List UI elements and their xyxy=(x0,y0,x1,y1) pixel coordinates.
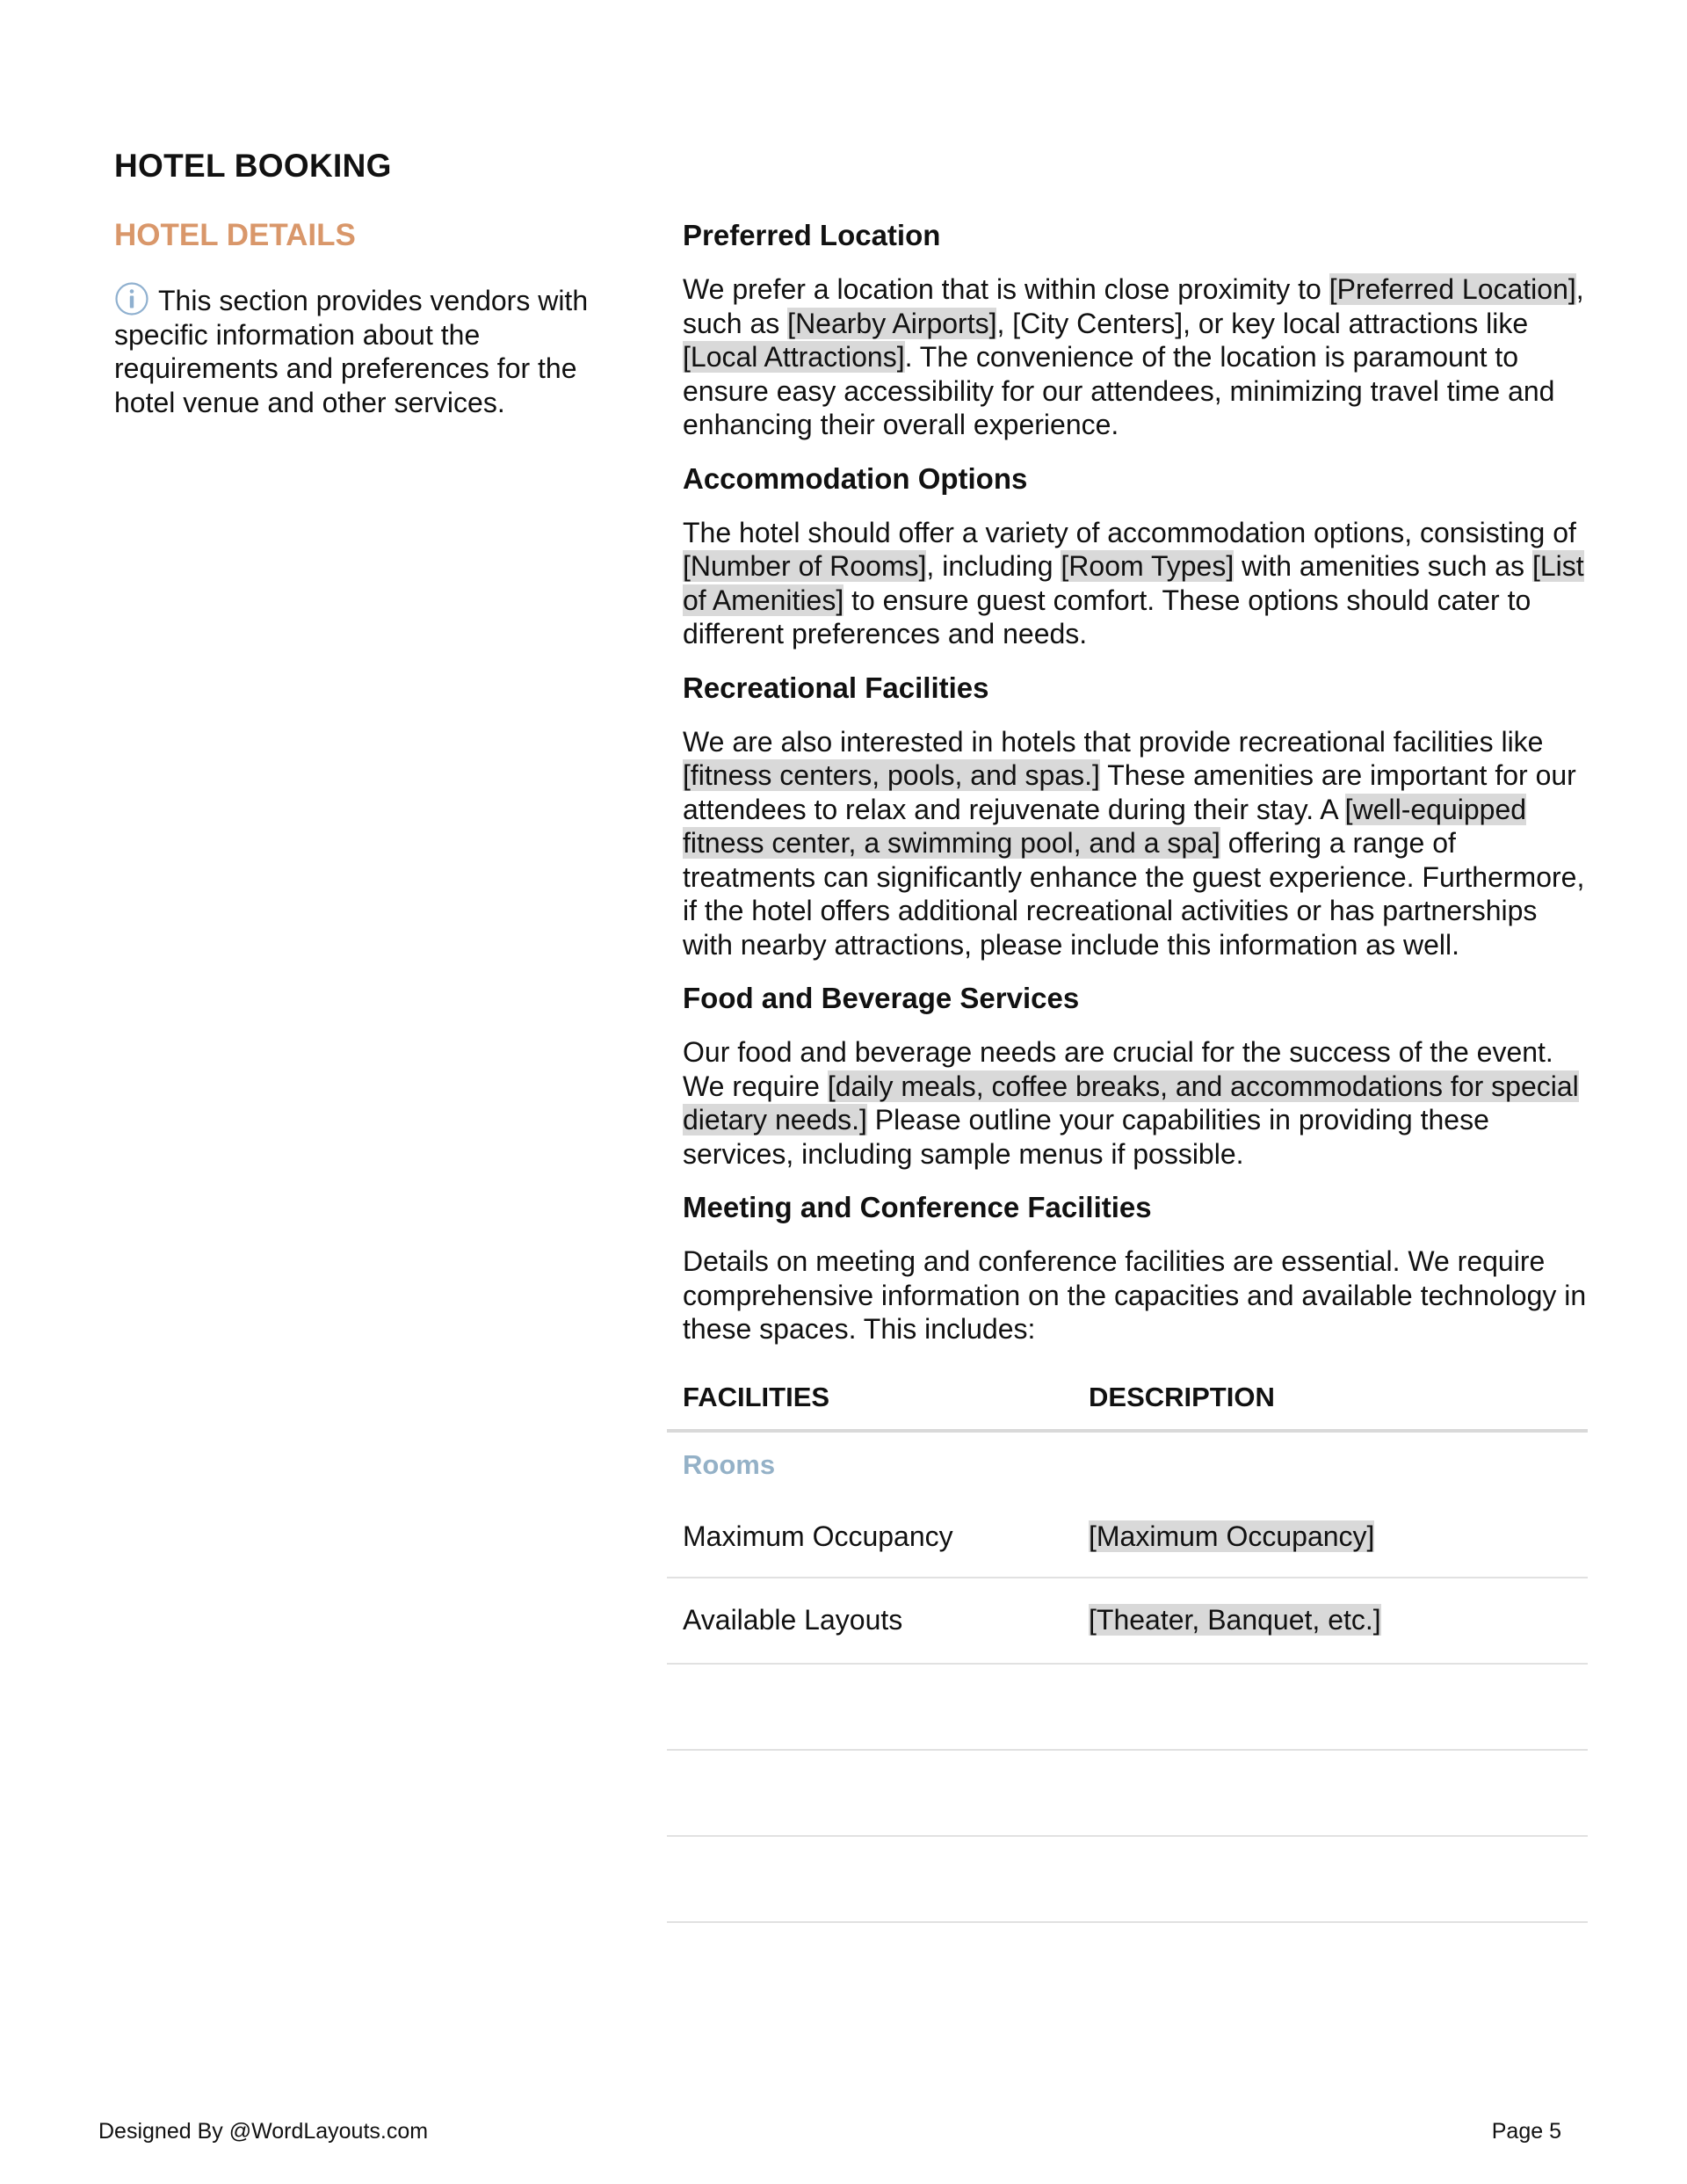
placeholder-field[interactable]: [Theater, Banquet, etc.] xyxy=(1089,1604,1381,1636)
text-segment: , including xyxy=(926,550,1061,582)
placeholder-field[interactable]: [Preferred Location] xyxy=(1329,273,1576,305)
facility-cell[interactable]: Maximum Occupancy xyxy=(683,1520,953,1552)
table-header xyxy=(667,1366,1588,1433)
facilities-table xyxy=(667,1366,1588,1923)
table-row xyxy=(667,1578,1588,1665)
placeholder-field[interactable]: [daily meals, coffee breaks, and accommodations for special dietary needs.] xyxy=(683,1070,1579,1136)
food-heading: Food and Beverage Services xyxy=(683,982,1080,1014)
placeholder-field[interactable]: [Nearby Airports] xyxy=(787,307,997,339)
food-text xyxy=(683,1035,1588,1171)
table-row xyxy=(667,1751,1588,1837)
text-segment: offering a range of treatments can significantly enhance the guest experience. Furthermore, if the hotel offers additional recreational activities or has partnerships with nearby attractions, please include this information as well. xyxy=(683,827,1585,961)
recreational-heading: Recreational Facilities xyxy=(683,671,989,704)
text-segment: These amenities are important for our attendees to relax and rejuvenate during their stay. A xyxy=(683,759,1576,825)
description-cell[interactable] xyxy=(1089,1520,1588,1553)
section-title: HOTEL DETAILS xyxy=(114,218,356,252)
accommodation-text xyxy=(683,516,1588,651)
text-segment: Our food and beverage needs are crucial for the success of the event. We require xyxy=(683,1036,1553,1102)
text-segment: with amenities such as xyxy=(1234,550,1532,582)
info-icon xyxy=(114,281,149,316)
page-title: HOTEL BOOKING xyxy=(114,148,392,184)
placeholder-field[interactable]: [Local Attractions] xyxy=(683,341,905,373)
table-group-row xyxy=(667,1433,1588,1498)
text-segment: The hotel should offer a variety of accommodation options, consisting of xyxy=(683,516,1576,548)
table-row xyxy=(667,1837,1588,1923)
sidebar xyxy=(114,218,624,419)
info-text: This section provides vendors with specific information about the requirements and preferences for the hotel venue and other services. xyxy=(114,285,589,418)
page-number: Page 5 xyxy=(1491,2119,1561,2144)
placeholder-field[interactable]: [List of Amenities] xyxy=(683,550,1584,616)
placeholder-field[interactable]: [fitness centers, pools, and spas.] xyxy=(683,759,1100,791)
text-segment: We are also interested in hotels that provide recreational facilities like xyxy=(683,725,1544,758)
recreational-text xyxy=(683,725,1588,962)
meeting-heading: Meeting and Conference Facilities xyxy=(683,1191,1152,1223)
text-segment: , [City Centers], or key local attractions like xyxy=(996,307,1529,339)
description-cell[interactable] xyxy=(1089,1604,1588,1636)
facility-cell[interactable]: Available Layouts xyxy=(683,1604,903,1636)
text-segment: , such as xyxy=(683,273,1584,339)
meeting-text: Details on meeting and conference facilities are essential. We require comprehensive information on the capacities and available technology in these spaces. This includes: xyxy=(683,1245,1587,1345)
placeholder-field[interactable]: [Number of Rooms] xyxy=(683,550,927,582)
text-segment: to ensure guest comfort. These options should cater to different preferences and needs. xyxy=(683,584,1531,649)
preferred-location-heading: Preferred Location xyxy=(683,219,941,251)
accommodation-heading: Accommodation Options xyxy=(683,461,1028,495)
placeholder-field[interactable]: [Room Types] xyxy=(1061,550,1234,582)
info-note xyxy=(114,281,624,419)
placeholder-field[interactable]: [well-equipped fitness center, a swimming pool, and a spa] xyxy=(683,793,1527,859)
table-row xyxy=(667,1498,1588,1578)
text-segment: . The convenience of the location is paramount to ensure easy accessibility for our attendees, minimizing travel time and enhancing their overall experience. xyxy=(683,341,1555,440)
table-row xyxy=(667,1665,1588,1751)
placeholder-field[interactable]: [Maximum Occupancy] xyxy=(1089,1520,1375,1552)
column-header-description: DESCRIPTION xyxy=(1089,1381,1275,1412)
text-segment: We prefer a location that is within close proximity to xyxy=(683,273,1329,305)
text-segment: Please outline your capabilities in providing these services, including sample menus if possible. xyxy=(683,1104,1489,1170)
preferred-location-text xyxy=(683,272,1588,442)
column-header-facilities: FACILITIES xyxy=(683,1381,830,1412)
footer-credit: Designed By @WordLayouts.com xyxy=(98,2119,429,2144)
group-label: Rooms xyxy=(683,1448,776,1480)
main-content xyxy=(683,218,1588,1923)
